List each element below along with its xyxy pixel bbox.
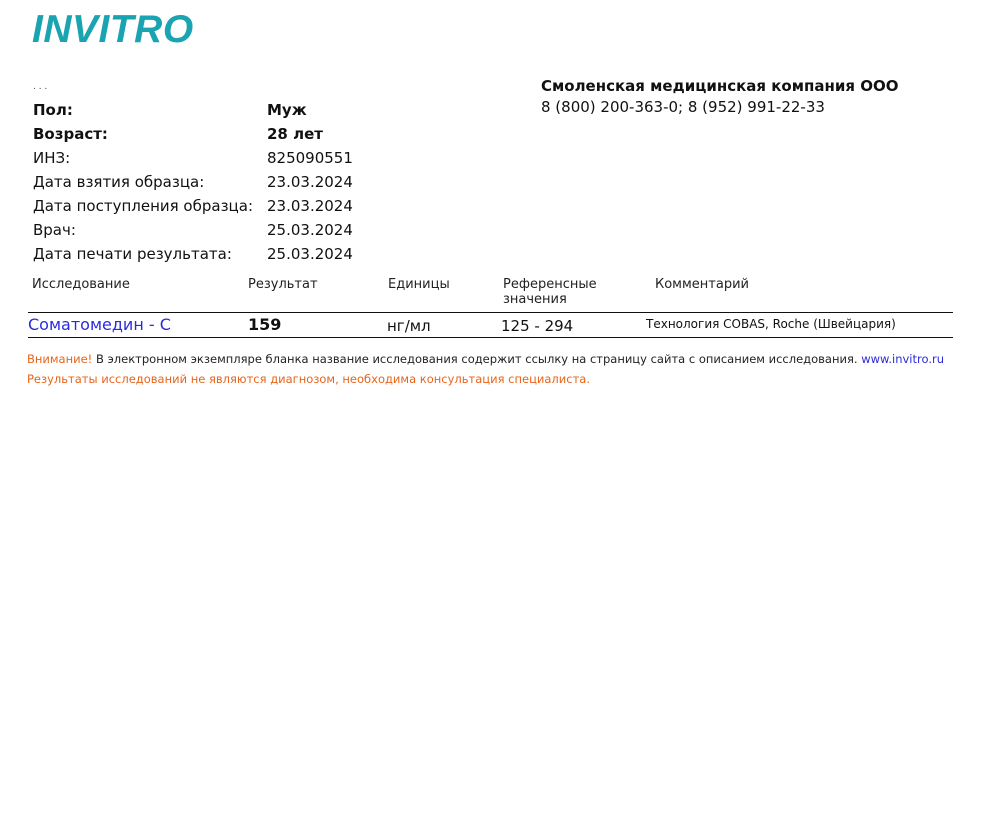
patient-value: 25.03.2024 bbox=[267, 245, 353, 263]
patient-name-placeholder: . . . bbox=[33, 82, 48, 92]
invitro-site-link[interactable]: www.invitro.ru bbox=[861, 352, 944, 366]
warning-label: Внимание! bbox=[27, 352, 93, 366]
patient-row-print-date bbox=[33, 242, 393, 266]
patient-row-sample-date bbox=[33, 170, 393, 194]
notes bbox=[27, 349, 944, 389]
patient-row-inz bbox=[33, 146, 393, 170]
patient-value: 23.03.2024 bbox=[267, 197, 353, 215]
disclaimer-text: Результаты исследований не являются диагнозом, необходима консультация специалиста. bbox=[27, 372, 590, 386]
company-name: Смоленская медицинская компания ООО bbox=[541, 77, 899, 95]
test-name-link[interactable]: Соматомедин - С bbox=[28, 315, 171, 334]
patient-value: Муж bbox=[267, 101, 307, 119]
patient-info bbox=[33, 98, 393, 266]
test-result-value: 159 bbox=[248, 315, 282, 334]
patient-row-sex bbox=[33, 98, 393, 122]
table-row-divider bbox=[28, 337, 953, 338]
table-header-divider bbox=[28, 312, 953, 313]
patient-value: 23.03.2024 bbox=[267, 173, 353, 191]
patient-label: Врач: bbox=[33, 221, 76, 239]
column-header-reference: Референсные значения bbox=[503, 277, 597, 307]
test-comment: Технология COBAS, Roche (Швейцария) bbox=[646, 317, 896, 331]
patient-label: Дата взятия образца: bbox=[33, 173, 205, 191]
company-phones: 8 (800) 200-363-0; 8 (952) 991-22-33 bbox=[541, 98, 825, 116]
patient-value: 28 лет bbox=[267, 125, 323, 143]
patient-label: Дата печати результата: bbox=[33, 245, 232, 263]
patient-value: 825090551 bbox=[267, 149, 353, 167]
patient-label: Возраст: bbox=[33, 125, 108, 143]
column-header-test: Исследование bbox=[32, 277, 130, 292]
test-units: нг/мл bbox=[387, 317, 431, 335]
company-info bbox=[541, 76, 898, 118]
column-header-units: Единицы bbox=[388, 277, 450, 292]
notes-line-1 bbox=[27, 349, 944, 369]
warning-text: В электронном экземпляре бланка название исследования содержит ссылку на страницу сайта с описанием исследования. bbox=[92, 352, 862, 366]
column-header-comment: Комментарий bbox=[655, 277, 749, 292]
patient-value: 25.03.2024 bbox=[267, 221, 353, 239]
column-header-result: Результат bbox=[248, 277, 318, 292]
patient-row-received-date bbox=[33, 194, 393, 218]
invitro-logo: INVITRO bbox=[32, 8, 194, 51]
patient-label: Пол: bbox=[33, 101, 73, 119]
patient-label: Дата поступления образца: bbox=[33, 197, 253, 215]
patient-row-doctor bbox=[33, 218, 393, 242]
test-reference-range: 125 - 294 bbox=[501, 317, 574, 335]
patient-row-age bbox=[33, 122, 393, 146]
patient-label: ИНЗ: bbox=[33, 149, 71, 167]
